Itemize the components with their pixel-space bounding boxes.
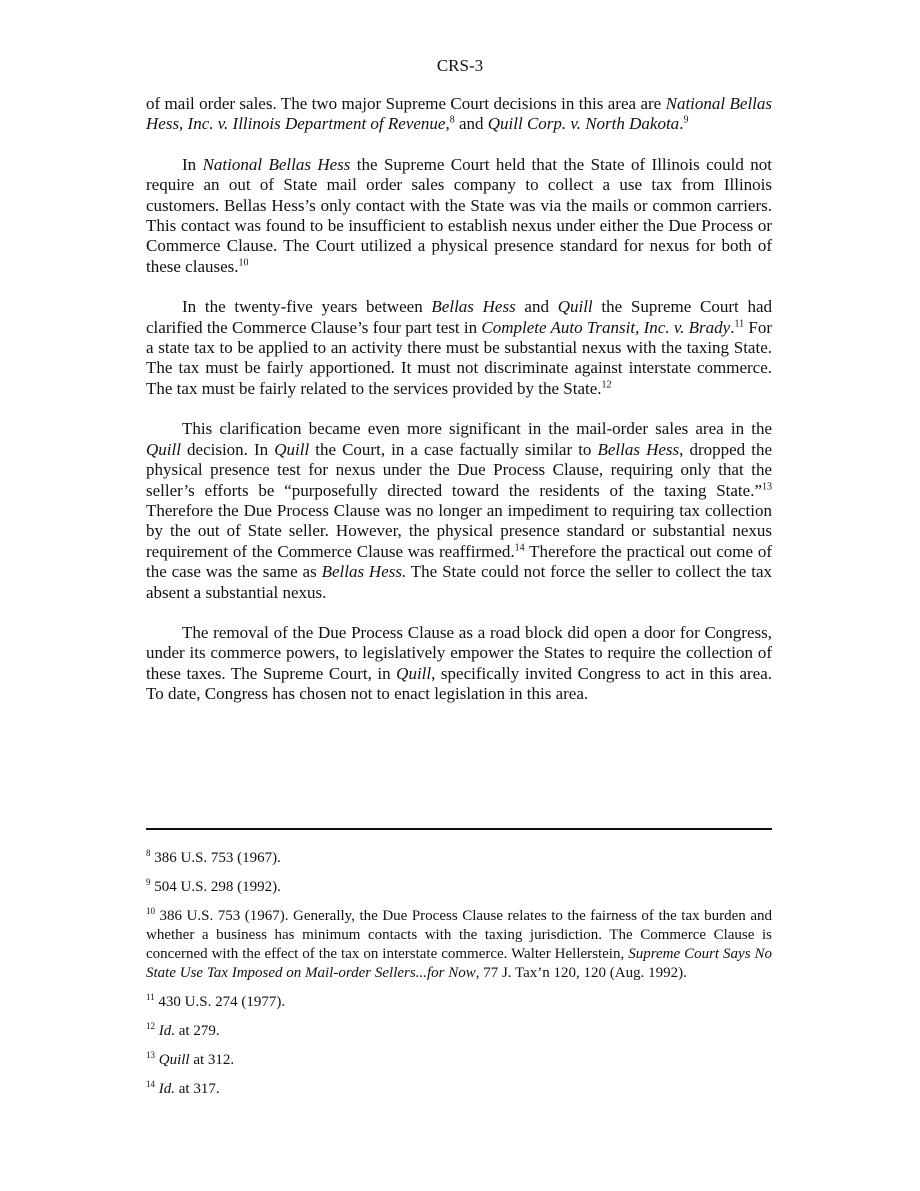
paragraph-text: , — [445, 114, 450, 134]
footnote-ref-12[interactable]: 12 — [601, 379, 612, 391]
paragraph-text: and — [515, 297, 558, 317]
case-name: Quill Corp. v. North Dakota — [487, 114, 680, 134]
case-name: Quill — [146, 439, 181, 459]
footnote-9 — [146, 878, 772, 897]
footnote-separator — [146, 828, 772, 830]
footnote-text: 386 U.S. 753 (1967). Generally, the Due Process Clause relates to the fairness of the tax burden and whether a business has minimum contacts with the taxing jurisdiction. The Commerce Clause is concerned with the effect of the tax on interstate commerce. Walter Hellerstein, — [146, 908, 772, 962]
case-name: Bellas Hess — [597, 439, 680, 459]
paragraph-4 — [146, 419, 772, 603]
paragraph-text: This clarification became even more significant in the mail-order sales area in the — [182, 419, 772, 439]
paragraph-text: the Supreme Court held that the State of Illinois could not require an out of State mail order sales company to collect a use tax from Illinois customers. Bellas Hess’s only contact with the State was via the mails or common carriers. This contact was found to be insufficient to establish nexus under either the Due Process or Commerce Clause. The Court utilized a physical presence standard for nexus for both of these clauses. — [146, 154, 772, 276]
footnote-number: 13 — [146, 1050, 155, 1060]
page-number-header: CRS-3 — [436, 56, 484, 75]
footnote-text: at 312. — [189, 1052, 235, 1068]
body-text — [146, 94, 772, 725]
footnote-ref-13[interactable]: 13 — [762, 480, 772, 492]
paragraph-5 — [146, 623, 772, 705]
paragraph-text: decision. In — [180, 439, 275, 459]
footnote-text: at 317. — [175, 1081, 220, 1097]
footnote-ref-8[interactable]: 8 — [449, 114, 455, 126]
footnote-10 — [146, 907, 772, 983]
citation-short: Quill — [158, 1052, 190, 1068]
footnote-12 — [146, 1022, 772, 1041]
paragraph-text: of mail order sales. The two major Supreme Court decisions in this area are — [146, 94, 666, 113]
footnote-number: 8 — [146, 848, 151, 858]
citation-short: Id. — [158, 1081, 175, 1097]
paragraph-text: , dropped the physical presence test for nexus under the Due Process Clause, requiring only that the seller’s efforts be “purposefully directed toward the residents of the taxing State.” — [146, 439, 772, 500]
footnote-number: 9 — [146, 877, 151, 887]
case-name: National Bellas Hess, Inc. v. Illinois Department of Revenue — [146, 94, 773, 134]
footnote-ref-11[interactable]: 11 — [734, 318, 745, 329]
paragraph-text: the Supreme Court had clarified the Commerce Clause’s four part test in — [146, 297, 773, 337]
paragraph-text: For a state tax to be applied to an activity there must be substantial nexus with the taxing State. The tax must be fairly apportioned. It must not discriminate against interstate commerce. The tax must be fairly related to the services provided by the State. — [146, 317, 773, 398]
footnote-ref-10[interactable]: 10 — [238, 257, 249, 269]
paragraph-2 — [146, 155, 772, 277]
footnote-13 — [146, 1051, 772, 1070]
paragraph-text: In the twenty-five years between — [182, 297, 432, 317]
paragraph-text: The removal of the Due Process Clause as a road block did open a door for Congress, under its commerce powers, to legislatively empower the States to require the collection of these taxes. The Supreme Court, in — [146, 622, 772, 683]
footnote-text: , 77 J. Tax’n 120, 120 (Aug. 1992). — [475, 965, 687, 981]
footnote-number: 14 — [146, 1079, 155, 1089]
case-name: Complete Auto Transit, Inc. v. Brady — [481, 317, 731, 337]
paragraph-1 — [146, 94, 772, 135]
footnote-text: 386 U.S. 753 (1967). — [150, 850, 281, 866]
article-title: Supreme Court Says No State Use Tax Imposed on Mail-order Sellers...for Now — [146, 946, 772, 981]
footnote-8 — [146, 849, 772, 868]
paragraph-text: Therefore the Due Process Clause was no longer an impediment to requiring tax collection by the out of State seller. However, the physical presence standard or substantial nexus requirement of the Commerce Clause was reaffirmed. — [146, 500, 772, 561]
footnote-number: 10 — [146, 906, 155, 916]
paragraph-text: . — [730, 317, 735, 337]
footnote-number: 12 — [146, 1021, 155, 1031]
paragraph-text: and — [454, 114, 488, 134]
footnote-ref-14[interactable]: 14 — [514, 542, 525, 554]
case-name: Quill — [557, 297, 593, 317]
case-name: Bellas Hess. — [321, 562, 407, 582]
footnote-text: at 279. — [175, 1023, 220, 1039]
paragraph-text: , specifically invited Congress to act in this area. To date, Congress has chosen not to enact legislation in this area. — [146, 663, 772, 704]
case-name: Bellas Hess — [431, 297, 516, 317]
case-name: Quill — [396, 663, 432, 683]
paragraph-text: The State could not force the seller to collect the tax absent a substantial nexus. — [146, 562, 772, 602]
paragraph-3 — [146, 297, 772, 399]
paragraph-text: the Court, in a case factually similar to — [309, 439, 598, 459]
case-name: Quill — [274, 439, 310, 459]
paragraph-text: Therefore the practical out come of the case was the same as — [146, 541, 772, 582]
paragraph-text: In — [182, 154, 203, 174]
footnote-14 — [146, 1080, 772, 1099]
footnote-ref-9[interactable]: 9 — [683, 114, 689, 126]
paragraph-text: . — [679, 114, 684, 134]
footnotes — [146, 849, 772, 1109]
footnote-number: 11 — [146, 992, 155, 1002]
footnote-text: 504 U.S. 298 (1992). — [150, 879, 281, 895]
footnote-11 — [146, 993, 772, 1012]
case-name: National Bellas Hess — [202, 154, 351, 174]
citation-short: Id. — [158, 1023, 175, 1039]
footnote-text: 430 U.S. 274 (1977). — [154, 994, 286, 1010]
